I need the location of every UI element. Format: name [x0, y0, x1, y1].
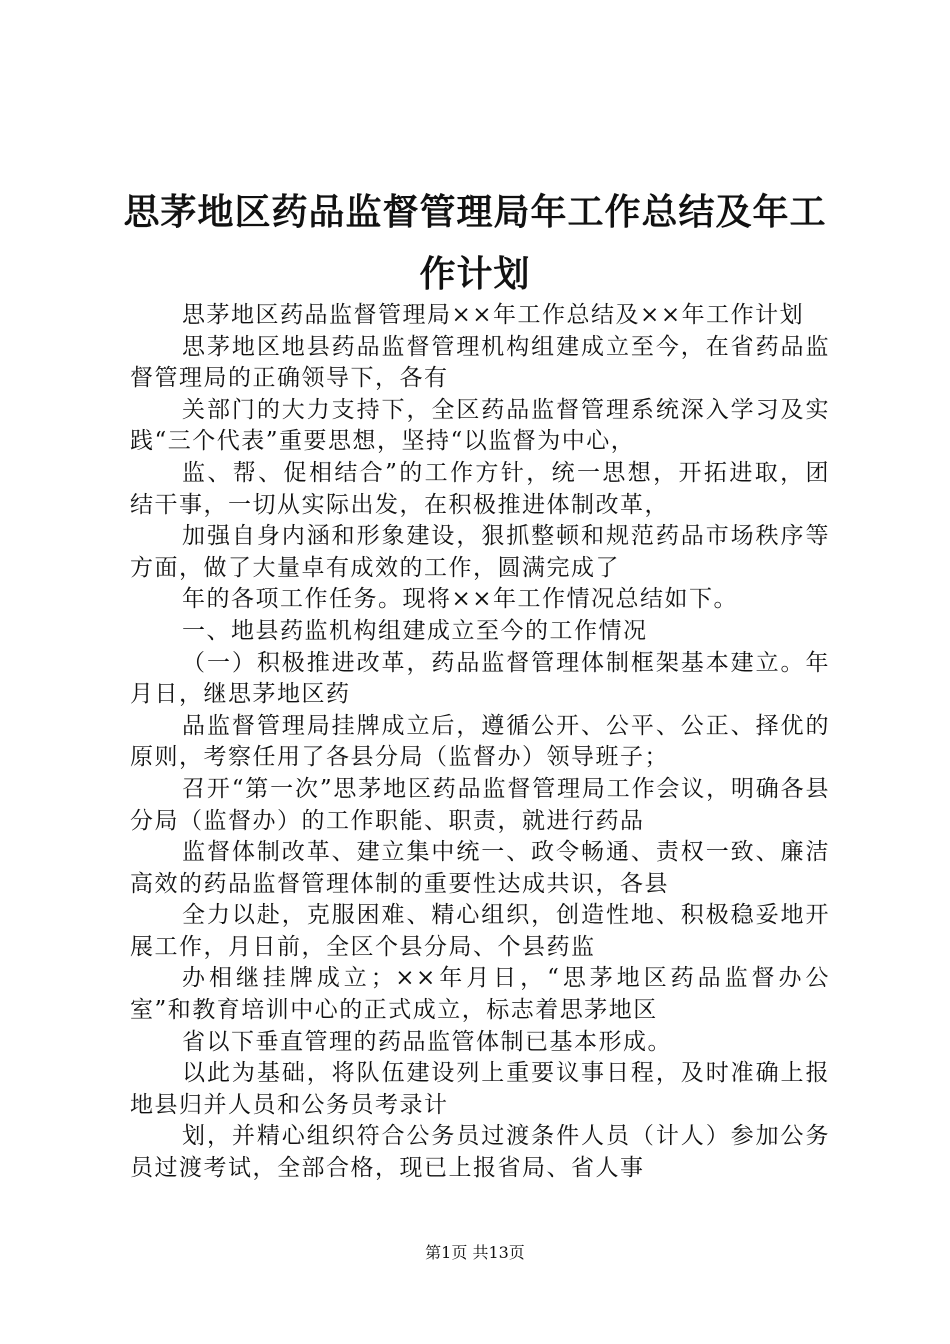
- paragraph: 全力以赴，克服困难、精心组织，创造性地、积极稳妥地开展工作，月日前，全区个县分局、个县药监: [130, 902, 830, 960]
- paragraph: 加强自身内涵和形象建设，狠抓整顿和规范药品市场秩序等方面，做了大量卓有成效的工作，圆满完成了: [130, 523, 830, 581]
- paragraph: 思茅地区药品监督管理局××年工作总结及××年工作计划: [182, 302, 805, 328]
- page-footer: 第1页 共13页: [425, 1243, 525, 1262]
- paragraph: 监督体制改革、建立集中统一、政令畅通、责权一致、廉洁高效的药品监督管理体制的重要性达成共识，各县: [130, 839, 830, 897]
- paragraph: 办相继挂牌成立；××年月日，“思茅地区药品监督办公室”和教育培训中心的正式成立，标志着思茅地区: [130, 965, 830, 1024]
- paragraph: 年的各项工作任务。现将××年工作情况总结如下。: [182, 586, 739, 613]
- paragraph: 召开“第一次”思茅地区药品监督管理局工作会议，明确各县分局（监督办）的工作职能、职责，就进行药品: [130, 775, 830, 834]
- document-title: 思茅地区药品监督管理局年工作总结及年工作计划: [123, 192, 827, 295]
- paragraph: 思茅地区地县药品监督管理机构组建成立至今，在省药品监督管理局的正确领导下，各有: [130, 333, 830, 392]
- section-heading: 一、地县药监机构组建成立至今的工作情况: [182, 617, 648, 644]
- document-body: [130, 300, 830, 1185]
- paragraph: 划，并精心组织符合公务员过渡条件人员（计人）参加公务员过渡考试，全部合格，现已上报省局、省人事: [130, 1123, 830, 1182]
- paragraph: 关部门的大力支持下，全区药品监督管理系统深入学习及实践“三个代表”重要思想，坚持“以监督为中心，: [130, 396, 830, 455]
- paragraph: （一）积极推进改革，药品监督管理体制框架基本建立。年月日，继思茅地区药: [130, 649, 830, 708]
- paragraph: 以此为基础，将队伍建设列上重要议事日程，及时准确上报地县归并人员和公务员考录计: [130, 1060, 830, 1118]
- paragraph: 品监督管理局挂牌成立后，遵循公开、公平、公正、择优的原则，考察任用了各县分局（监督办）领导班子；: [130, 712, 830, 771]
- paragraph: 监、帮、促相结合”的工作方针，统一思想，开拓进取，团结干事，一切从实际出发，在积极推进体制改革，: [130, 459, 830, 518]
- paragraph: 省以下垂直管理的药品监管体制已基本形成。: [182, 1028, 672, 1055]
